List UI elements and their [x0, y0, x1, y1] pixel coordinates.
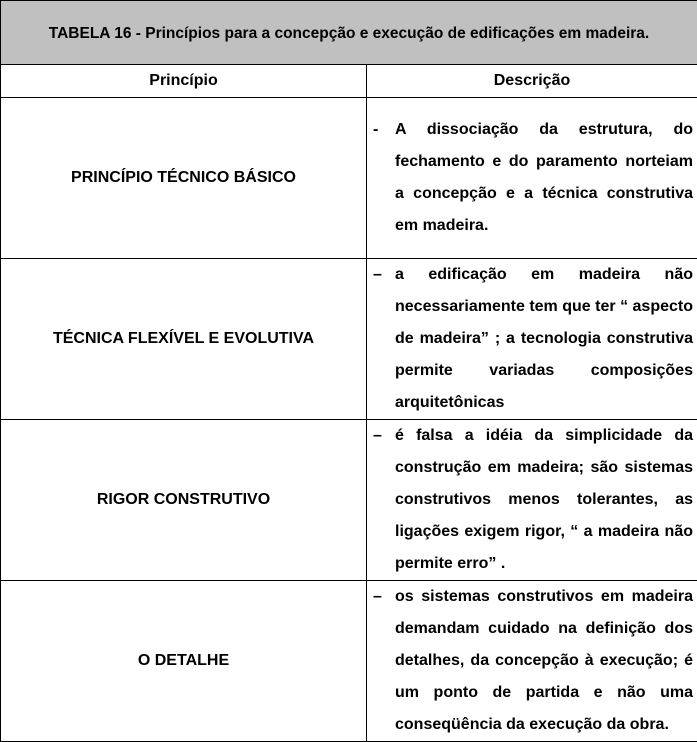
description-text: A dissociação da estrutura, do fechamento e do paramento norteiam a concepção e a técnica construtiva em madeira. — [395, 114, 693, 242]
bullet-dash: – — [373, 420, 395, 452]
table-caption: TABELA 16 - Princípios para a concepção e execução de edificações em madeira. — [1, 1, 697, 65]
table-row — [1, 420, 697, 581]
description-cell — [367, 98, 697, 259]
table-caption-row — [1, 1, 697, 65]
bullet-dash: - — [373, 114, 395, 146]
bullet-dash: – — [373, 581, 395, 613]
description-text: os sistemas construtivos em madeira demandam cuidado na definição dos detalhes, da concepção à execução; é um ponto de partida e não uma conseqüência da execução da obra. — [395, 581, 693, 741]
header-principle: Princípio — [1, 65, 367, 98]
description-text: é falsa a idéia da simplicidade da construção em madeira; são sistemas construtivos menos tolerantes, as ligações exigem rigor, “ a madeira não permite erro” . — [395, 420, 693, 580]
description-cell — [367, 259, 697, 420]
table-header-row — [1, 65, 697, 98]
table-row — [1, 259, 697, 420]
table-row — [1, 98, 697, 259]
principle-cell: PRINCÍPIO TÉCNICO BÁSICO — [1, 98, 367, 259]
principle-cell: O DETALHE — [1, 581, 367, 742]
header-description: Descrição — [367, 65, 697, 98]
description-text: a edificação em madeira não necessariamente tem que ter “ aspecto de madeira” ; a tecnologia construtiva permite variadas composições arquitetônicas — [395, 259, 693, 419]
principle-cell: RIGOR CONSTRUTIVO — [1, 420, 367, 581]
description-cell — [367, 581, 697, 742]
description-cell — [367, 420, 697, 581]
bullet-dash: – — [373, 259, 395, 291]
principle-cell: TÉCNICA FLEXÍVEL E EVOLUTIVA — [1, 259, 367, 420]
table-row — [1, 581, 697, 742]
